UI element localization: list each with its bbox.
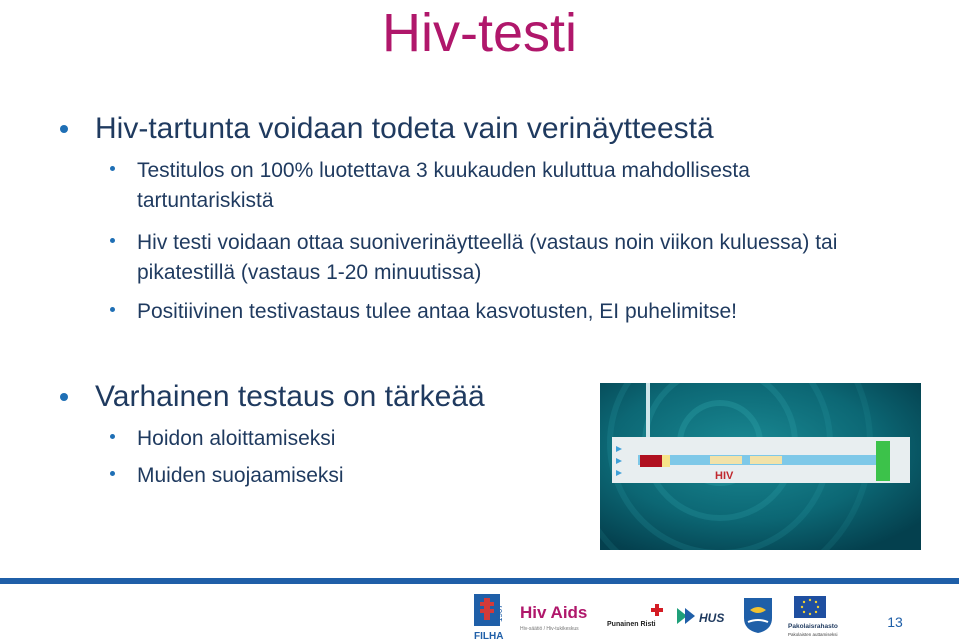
bullet-dot xyxy=(110,471,115,476)
bullet-main-1 xyxy=(60,112,714,146)
hivaids-sub: Hiv-säätiö / Hiv-tukikeskus xyxy=(520,626,579,632)
rapid-test-illustration xyxy=(600,383,921,550)
hiv-strip-label: HIV xyxy=(715,470,734,482)
page-number: 13 xyxy=(887,614,903,630)
slide-title: Hiv-testi xyxy=(381,3,577,63)
hus-logo xyxy=(675,602,735,630)
punainen-risti-text: Punainen Risti xyxy=(607,621,656,628)
bullet-dot xyxy=(110,434,115,439)
bullet-dot xyxy=(110,238,115,243)
bullet-dot xyxy=(60,125,68,133)
rapid-test-image xyxy=(600,383,921,550)
bullet-sub-text: Hiv testi voidaan ottaa suoniverinäytteellä (vastaus noin viikon kuluessa) tai pikatestillä (vastaus 1-20 minuutissa) xyxy=(137,231,838,284)
bullet-sub-text: Positiivinen testivastaus tulee antaa kasvotusten, EI puhelimitse! xyxy=(137,300,737,323)
bullet-sub-2-1 xyxy=(110,424,335,454)
pakolaisrahasto-sub: Pakolaisten auttamiseksi xyxy=(788,632,838,637)
bullet-sub-1-3 xyxy=(110,297,940,327)
bullet-sub-text: Testitulos on 100% luotettava 3 kuukauden kuluttua mahdollisesta tartuntariskistä xyxy=(137,159,750,212)
filha-year: 1907 xyxy=(495,604,504,622)
hivaids-text: Hiv Aids xyxy=(520,603,588,622)
bullet-sub-1-2 xyxy=(110,228,890,288)
bullet-sub-text: Hoidon aloittamiseksi xyxy=(137,427,336,450)
filha-text: FILHA xyxy=(474,631,504,642)
hivaids-logo xyxy=(518,600,598,634)
bullet-sub-text: Muiden suojaamiseksi xyxy=(137,464,344,487)
bullet-sub-1-1 xyxy=(110,156,760,216)
bullet-dot xyxy=(60,393,68,401)
hus-text: HUS xyxy=(699,611,725,625)
footer xyxy=(0,584,959,644)
pakolaisrahasto-logo xyxy=(786,594,856,640)
pakolaisrahasto-text: Pakolaisrahasto xyxy=(788,623,838,630)
bullet-dot xyxy=(110,307,115,312)
helsinki-crest-icon xyxy=(742,596,774,634)
filha-logo xyxy=(472,592,512,642)
bullet-main-1-text: Hiv-tartunta voidaan todeta vain verinäytteestä xyxy=(95,112,714,145)
bullet-main-2-text: Varhainen testaus on tärkeää xyxy=(95,380,485,413)
bullet-main-2 xyxy=(60,380,485,414)
bullet-dot xyxy=(110,166,115,171)
punainen-risti-logo xyxy=(607,602,671,630)
bullet-sub-2-2 xyxy=(110,461,344,491)
